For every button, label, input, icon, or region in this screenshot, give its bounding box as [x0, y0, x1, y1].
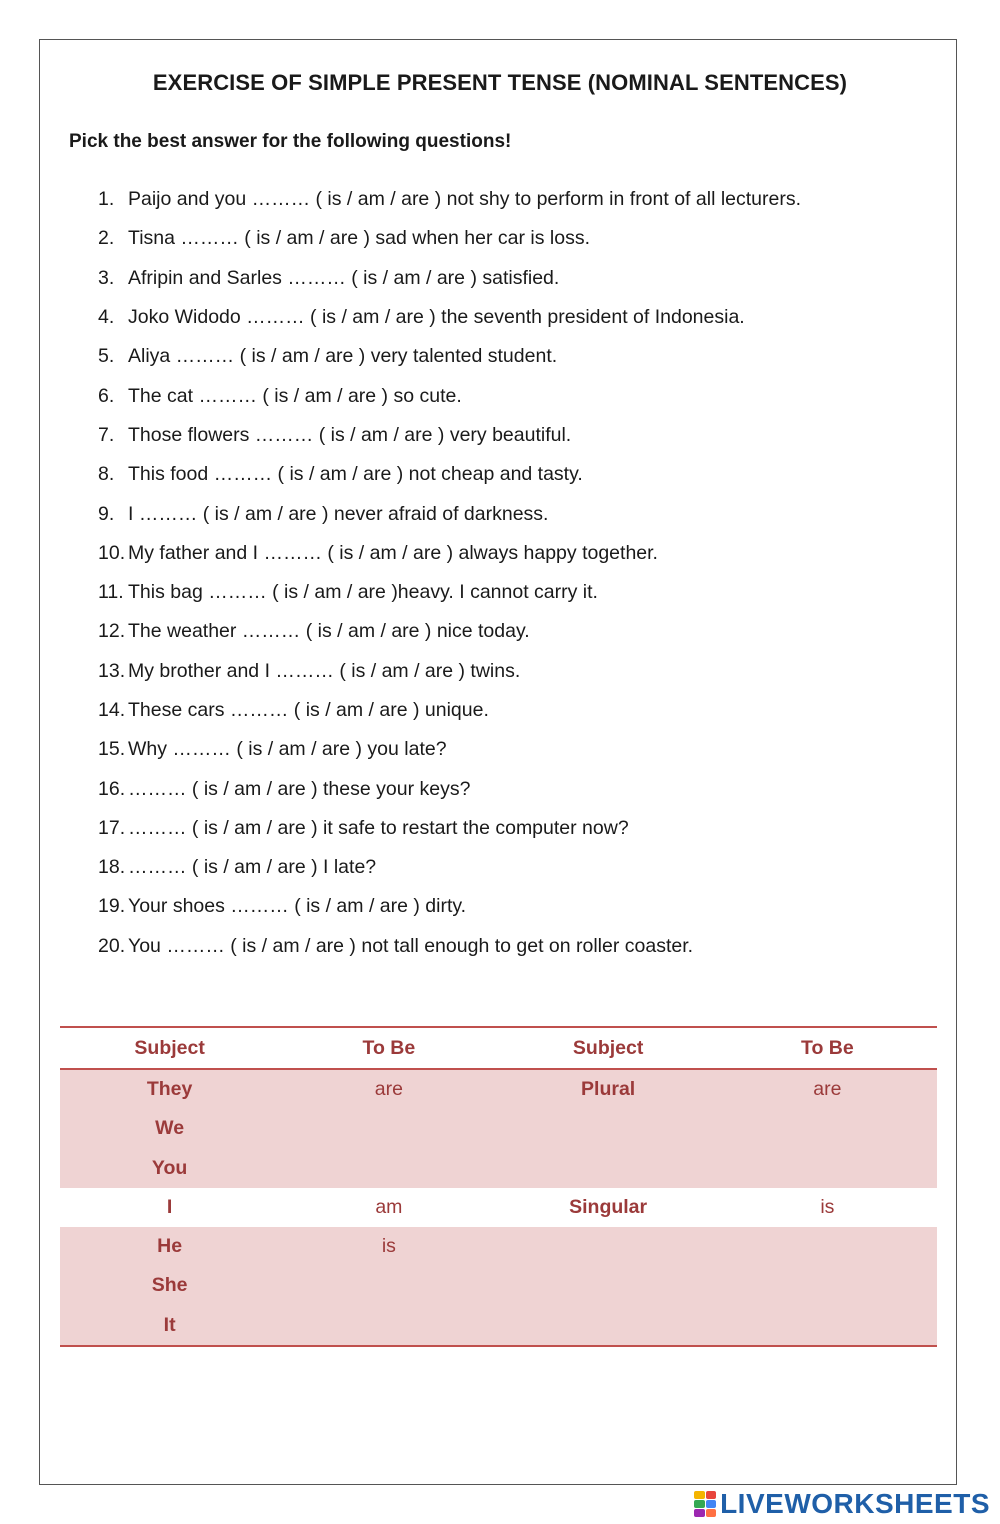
- question-text: My father and I ……… ( is / am / are ) always happy together.: [128, 541, 658, 564]
- question-text: Paijo and you ……… ( is / am / are ) not shy to perform in front of all lecturers.: [128, 188, 802, 211]
- question-number: 2.: [98, 227, 115, 250]
- subject-cell: [60, 1069, 279, 1188]
- question-item: [98, 652, 801, 691]
- question-text: This bag ……… ( is / am / are )heavy. I cannot carry it.: [128, 581, 598, 604]
- question-number: 4.: [98, 306, 115, 329]
- to-be-cell: [279, 1188, 498, 1227]
- question-item: [98, 691, 801, 730]
- question-number: 10.: [98, 541, 126, 564]
- question-text: The weather ……… ( is / am / are ) nice today.: [128, 620, 530, 643]
- subject-value: They: [146, 1078, 193, 1100]
- question-number: 1.: [98, 188, 115, 211]
- question-item: [98, 494, 801, 533]
- question-item: [98, 573, 801, 612]
- question-text: ……… ( is / am / are ) I late?: [128, 856, 377, 879]
- subject-value: He: [157, 1235, 183, 1258]
- question-item: [98, 259, 801, 298]
- question-number: 12.: [98, 620, 126, 643]
- question-text: Joko Widodo ……… ( is / am / are ) the seventh president of Indonesia.: [128, 306, 745, 329]
- subject-value: She: [151, 1274, 188, 1297]
- question-number: 20.: [98, 934, 126, 957]
- question-text: ……… ( is / am / are ) these your keys?: [128, 777, 471, 800]
- to-be-cell: [279, 1227, 498, 1346]
- question-item: [98, 809, 801, 848]
- to-be-table-container: [60, 1026, 937, 1347]
- instruction-text: Pick the best answer for the following questions!: [69, 131, 512, 152]
- question-number: 17.: [98, 816, 126, 839]
- question-number: 15.: [98, 738, 126, 761]
- question-item: [98, 416, 801, 455]
- question-text: These cars ……… ( is / am / are ) unique.: [128, 699, 489, 721]
- to-be-cell: [279, 1069, 498, 1188]
- table-row: [60, 1227, 937, 1346]
- question-text: Your shoes ……… ( is / am / are ) dirty.: [128, 895, 467, 918]
- question-number: 9.: [98, 502, 115, 525]
- category-to-be-value: are: [813, 1078, 842, 1100]
- column-header-to-be: To Be: [279, 1027, 498, 1069]
- question-text: ……… ( is / am / are ) it safe to restart the computer now?: [128, 816, 629, 839]
- column-header-subject: Subject: [499, 1027, 718, 1069]
- liveworksheets-logo-text: LIVEWORKSHEETS: [720, 1488, 990, 1519]
- question-number: 5.: [98, 345, 115, 368]
- question-item: [98, 612, 801, 651]
- subject-value: It: [163, 1313, 176, 1336]
- category-cell: [499, 1188, 718, 1227]
- category-cell: [499, 1227, 718, 1346]
- question-item: [98, 180, 801, 219]
- question-number: 6.: [98, 384, 115, 407]
- subject-value: We: [155, 1117, 185, 1140]
- question-number: 8.: [98, 463, 115, 486]
- column-header-to-be: To Be: [718, 1027, 937, 1069]
- question-number: 3.: [98, 266, 115, 289]
- question-item: [98, 298, 801, 337]
- question-text: Afripin and Sarles ……… ( is / am / are ) satisfied.: [128, 266, 560, 289]
- question-text: Those flowers ……… ( is / am / are ) very beautiful.: [128, 423, 572, 446]
- category-value: Singular: [569, 1195, 648, 1218]
- subject-value: You: [151, 1156, 188, 1179]
- to-be-value: are: [374, 1078, 403, 1100]
- category-to-be-value: is: [820, 1195, 835, 1218]
- question-item: [98, 848, 801, 887]
- table-row: [60, 1188, 937, 1227]
- category-to-be-cell: [718, 1069, 937, 1188]
- category-to-be-cell: [718, 1188, 937, 1227]
- question-number: 18.: [98, 856, 126, 879]
- question-item: [98, 376, 801, 415]
- question-number: 7.: [98, 423, 115, 446]
- question-item: [98, 730, 801, 769]
- question-item: [98, 769, 801, 808]
- question-number: 14.: [98, 699, 126, 721]
- table-row: [60, 1069, 937, 1188]
- question-text: Why ……… ( is / am / are ) you late?: [128, 738, 447, 761]
- question-item: [98, 337, 801, 376]
- question-text: Aliya ……… ( is / am / are ) very talented student.: [128, 345, 558, 368]
- column-header-subject: Subject: [60, 1027, 279, 1069]
- subject-cell: [60, 1188, 279, 1227]
- question-number: 16.: [98, 777, 126, 800]
- question-text: You ……… ( is / am / are ) not tall enough to get on roller coaster.: [128, 934, 694, 957]
- page-title: EXERCISE OF SIMPLE PRESENT TENSE (NOMINAL SENTENCES): [152, 70, 848, 95]
- to-be-value: am: [375, 1195, 403, 1218]
- liveworksheets-logo-icon: [694, 1491, 716, 1517]
- question-item: [98, 534, 801, 573]
- question-text: Tisna ……… ( is / am / are ) sad when her car is loss.: [128, 227, 590, 250]
- liveworksheets-logo[interactable]: [694, 1488, 990, 1520]
- to-be-value: is: [381, 1235, 396, 1258]
- question-text: My brother and I ……… ( is / am / are ) twins.: [128, 659, 521, 682]
- question-item: [98, 927, 801, 966]
- question-number: 11.: [98, 581, 124, 604]
- subject-cell: [60, 1227, 279, 1346]
- question-item: [98, 219, 801, 258]
- question-text: This food ……… ( is / am / are ) not cheap and tasty.: [128, 463, 583, 486]
- category-cell: [499, 1069, 718, 1188]
- question-list: [98, 180, 801, 966]
- question-item: [98, 887, 801, 926]
- question-number: 19.: [98, 895, 126, 918]
- category-value: Plural: [581, 1078, 636, 1100]
- question-text: The cat ……… ( is / am / are ) so cute.: [128, 384, 462, 407]
- question-text: I ……… ( is / am / are ) never afraid of darkness.: [128, 502, 549, 525]
- to-be-table: [60, 1026, 937, 1347]
- question-item: [98, 455, 801, 494]
- question-number: 13.: [98, 659, 126, 682]
- table-header-row: [60, 1027, 937, 1069]
- subject-value: I: [166, 1195, 173, 1218]
- category-to-be-cell: [718, 1227, 937, 1346]
